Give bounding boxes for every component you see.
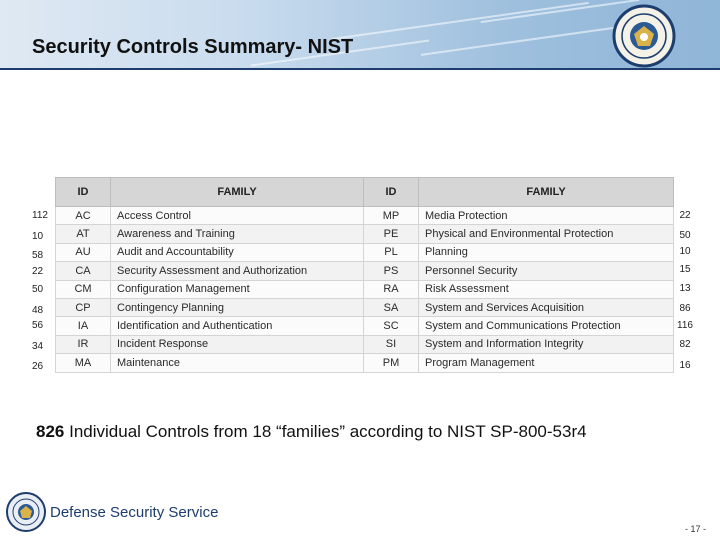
right-id-cell: PS xyxy=(364,262,419,280)
right-family-cell: Physical and Environmental Protection xyxy=(419,225,674,243)
header-family-left: FAMILY xyxy=(111,178,364,207)
right-family-cell: System and Communications Protection xyxy=(419,317,674,335)
dss-footer-seal-icon xyxy=(6,492,46,532)
header-id-left: ID xyxy=(56,178,111,207)
right-id-cell: PM xyxy=(364,354,419,372)
right-family-cell: Personnel Security xyxy=(419,262,674,280)
right-count: 116 xyxy=(677,320,693,331)
left-id-cell: AU xyxy=(56,243,111,261)
right-id-cell: MP xyxy=(364,207,419,225)
right-family-cell: Planning xyxy=(419,243,674,261)
right-family-cell: Risk Assessment xyxy=(419,280,674,298)
header-family-right: FAMILY xyxy=(419,178,674,207)
right-count: 10 xyxy=(679,246,691,257)
summary-text xyxy=(36,422,587,442)
right-family-cell: Media Protection xyxy=(419,207,674,225)
table-row xyxy=(56,354,674,372)
left-id-cell: AT xyxy=(56,225,111,243)
left-count: 10 xyxy=(32,231,44,242)
table-row xyxy=(56,280,674,298)
left-id-cell: CP xyxy=(56,298,111,316)
table-row xyxy=(56,335,674,353)
left-family-cell: Identification and Authentication xyxy=(111,317,364,335)
right-count: 86 xyxy=(679,303,691,314)
left-id-cell: CM xyxy=(56,280,111,298)
table-row xyxy=(56,298,674,316)
left-family-cell: Incident Response xyxy=(111,335,364,353)
right-count: 15 xyxy=(679,264,691,275)
left-id-cell: MA xyxy=(56,354,111,372)
left-family-cell: Configuration Management xyxy=(111,280,364,298)
table-row xyxy=(56,207,674,225)
right-count: 82 xyxy=(679,339,691,350)
header-divider xyxy=(0,68,720,70)
left-count: 48 xyxy=(32,305,44,316)
table-row xyxy=(56,225,674,243)
right-count: 13 xyxy=(679,283,691,294)
left-count: 22 xyxy=(32,266,44,277)
right-family-cell: System and Services Acquisition xyxy=(419,298,674,316)
left-count: 112 xyxy=(32,210,48,221)
left-family-cell: Contingency Planning xyxy=(111,298,364,316)
table-header-row xyxy=(56,178,674,207)
right-id-cell: PL xyxy=(364,243,419,261)
left-count: 56 xyxy=(32,320,44,331)
left-family-cell: Audit and Accountability xyxy=(111,243,364,261)
left-count: 26 xyxy=(32,361,44,372)
controls-table xyxy=(55,177,674,373)
right-id-cell: SA xyxy=(364,298,419,316)
left-count: 34 xyxy=(32,341,44,352)
page-number: - 17 - xyxy=(684,524,706,534)
page-title: Security Controls Summary- NIST xyxy=(32,36,354,58)
right-count: 16 xyxy=(679,360,691,371)
left-id-cell: IR xyxy=(56,335,111,353)
left-id-cell: CA xyxy=(56,262,111,280)
table-row xyxy=(56,262,674,280)
right-id-cell: SC xyxy=(364,317,419,335)
left-family-cell: Access Control xyxy=(111,207,364,225)
right-id-cell: RA xyxy=(364,280,419,298)
left-id-cell: IA xyxy=(56,317,111,335)
footer-org-name: Defense Security Service xyxy=(50,504,219,521)
summary-count: 826 xyxy=(36,422,65,441)
right-family-cell: Program Management xyxy=(419,354,674,372)
table-row xyxy=(56,317,674,335)
right-family-cell: System and Information Integrity xyxy=(419,335,674,353)
right-count: 22 xyxy=(679,210,691,221)
right-count: 50 xyxy=(679,230,691,241)
left-family-cell: Maintenance xyxy=(111,354,364,372)
left-family-cell: Security Assessment and Authorization xyxy=(111,262,364,280)
left-count: 58 xyxy=(32,250,44,261)
header-id-right: ID xyxy=(364,178,419,207)
summary-description: Individual Controls from 18 “families” according to NIST SP-800-53r4 xyxy=(64,422,587,441)
left-family-cell: Awareness and Training xyxy=(111,225,364,243)
right-id-cell: PE xyxy=(364,225,419,243)
left-id-cell: AC xyxy=(56,207,111,225)
table-row xyxy=(56,243,674,261)
right-id-cell: SI xyxy=(364,335,419,353)
dss-seal-icon xyxy=(612,4,676,68)
left-count: 50 xyxy=(32,284,44,295)
